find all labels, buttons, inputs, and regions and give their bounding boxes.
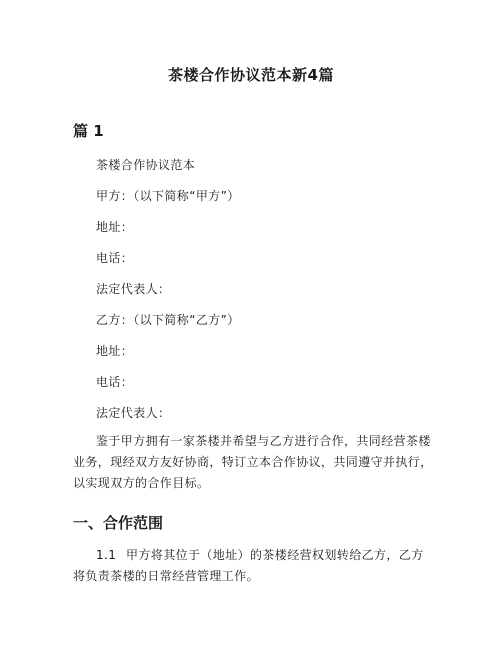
document-title: 茶楼合作协议范本新4篇 — [168, 66, 334, 84]
chapter-heading: 一、合作范围 — [73, 514, 164, 532]
intro-paragraph-text: 鉴于甲方拥有一家茶楼并希望与乙方进行合作，共同经营茶楼业务，现经双方友好协商，特订立本合作协议，共同遵守并执行，以实现双方的合作目标。 — [73, 434, 433, 490]
party-a-representative: 法定代表人： — [96, 282, 171, 296]
party-a-address: 地址： — [96, 220, 134, 234]
intro-paragraph — [73, 431, 433, 494]
clause-number: 1.1 — [96, 548, 117, 562]
party-b-line: 乙方：（以下简称“乙方”） — [96, 313, 240, 327]
party-b-representative: 法定代表人： — [96, 406, 171, 420]
party-b-phone: 电话： — [96, 375, 134, 389]
party-a-line: 甲方：（以下简称“甲方”） — [96, 189, 240, 203]
agreement-subtitle: 茶楼合作协议范本 — [96, 158, 196, 172]
section-label: 篇 1 — [73, 122, 104, 140]
party-b-address: 地址： — [96, 344, 134, 358]
clause-1-1 — [73, 545, 433, 587]
clause-text: 甲方将其位于（地址）的茶楼经营权划转给乙方，乙方将负责茶楼的日常经营管理工作。 — [73, 548, 424, 583]
party-a-phone: 电话： — [96, 251, 134, 265]
